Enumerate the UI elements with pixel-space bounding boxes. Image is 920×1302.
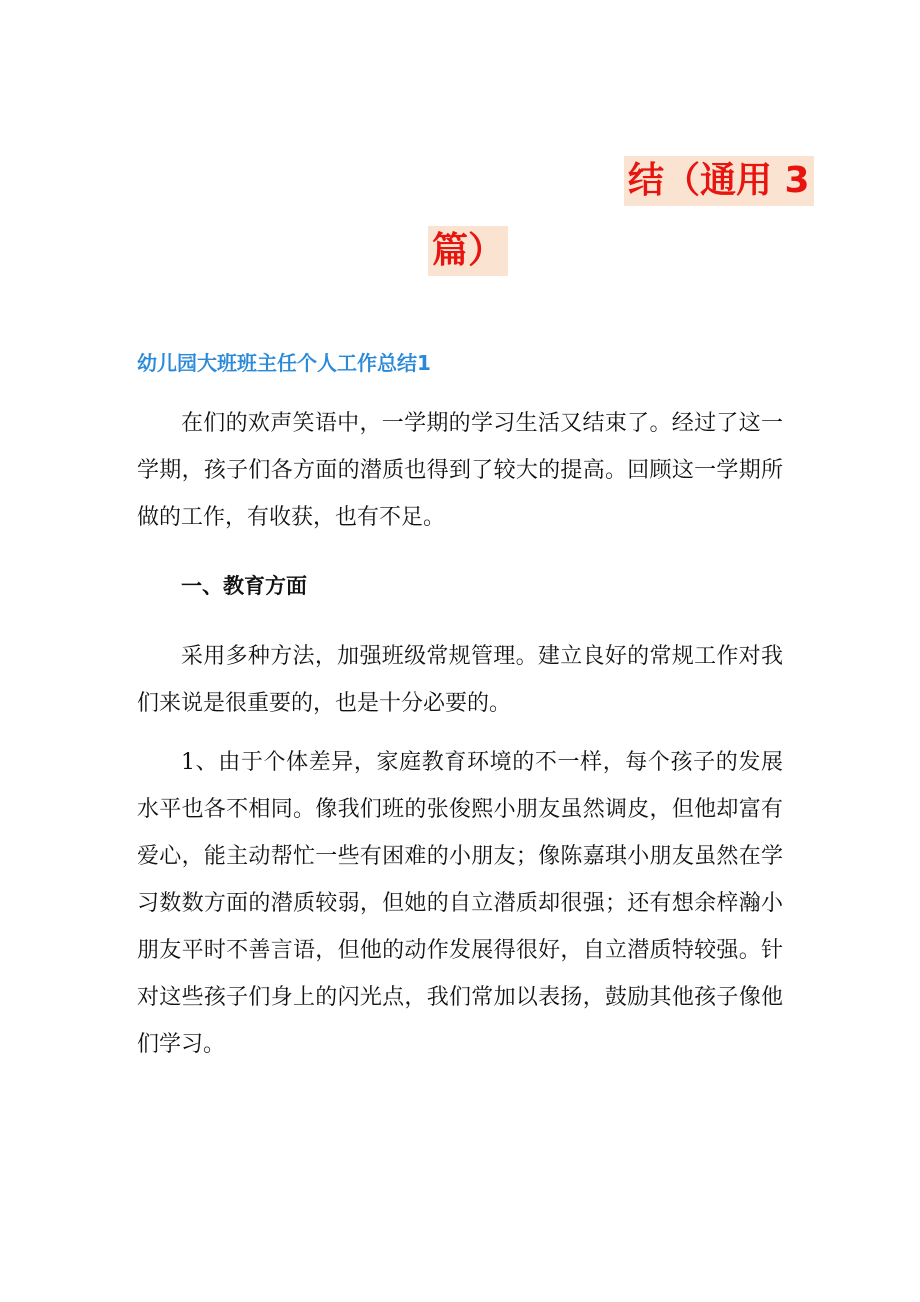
paragraph-intro: 在们的欢声笑语中，一学期的学习生活又结束了。经过了这一学期，孩子们各方面的潜质也得到了较大的提高。回顾这一学期所做的工作，有收获，也有不足。	[137, 411, 783, 530]
paragraph-class-management: 采用多种方法，加强班级常规管理。建立良好的常规工作对我们来说是很重要的，也是十分必要的。	[137, 644, 783, 716]
document-title-line-1: 结（通用 3	[624, 156, 814, 206]
document-title-line-2: 篇）	[428, 226, 508, 276]
sub-heading-education: 一、教育方面	[181, 574, 307, 598]
paragraph-individual-differences: 1、由于个体差异，家庭教育环境的不一样，每个孩子的发展水平也各不相同。像我们班的张俊熙小朋友虽然调皮，但他却富有爱心，能主动帮忙一些有困难的小朋友；像陈嘉琪小朋友虽然在学习数数方面的潜质较弱，但她的自立潜质却很强；还有想余梓瀚小朋友平时不善言语，但他的动作发展得很好，自立潜质特较强。针对这些孩子们身上的闪光点，我们常加以表扬，鼓励其他孩子像他们学习。	[137, 750, 783, 1057]
section-heading: 幼儿园大班班主任个人工作总结1	[137, 351, 431, 375]
